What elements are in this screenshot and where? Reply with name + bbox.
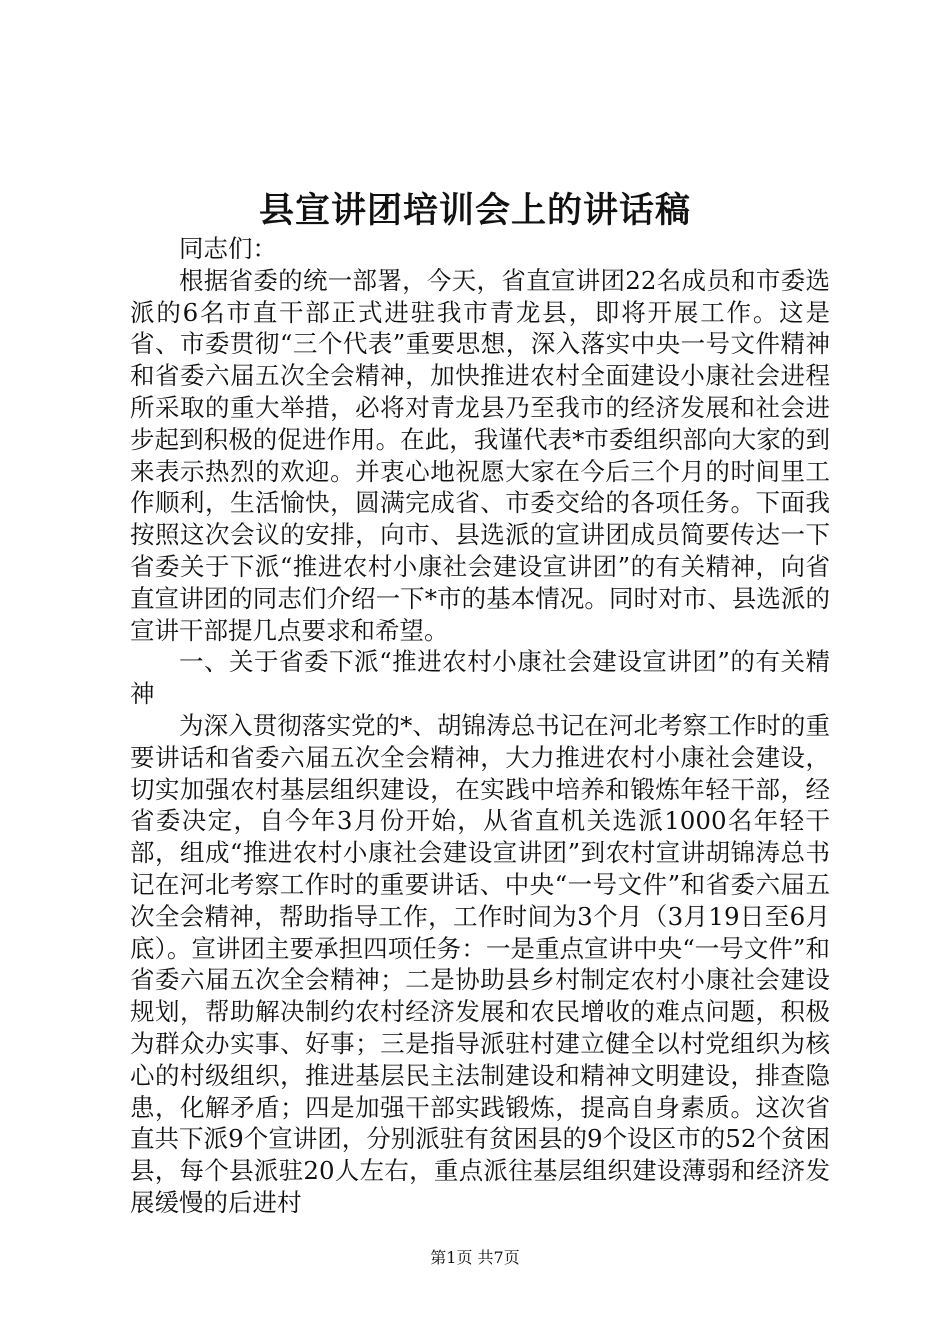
body-paragraph: 为深入贯彻落实党的*、胡锦涛总书记在河北考察工作时的重要讲话和省委六届五次全会精神，大力推进农村小康社会建设，切实加强农村基层组织建设，在实践中培养和锻炼年轻干部，经省委决定，自今年3月份开始，从省直机关选派1000名年轻干部，组成“推进农村小康社会建设宣讲团”到农村宣讲胡锦涛总书记在河北考察工作时的重要讲话、中央“一号文件”和省委六届五次全会精神，帮助指导工作，工作时间为3个月（3月19日至6月底）。宣讲团主要承担四项任务：一是重点宣讲中央“一号文件”和省委六届五次全会精神；二是协助县乡村制定农村小康社会建设规划，帮助解决制约农村经济发展和农民增收的难点问题，积极为群众办实事、好事；三是指导派驻村建立健全以村党组织为核心的村级组织，推进基层民主法制建设和精神文明建设，排查隐患，化解矛盾；四是加强干部实践锻炼，提高自身素质。这次省直共下派9个宣讲团，分别派驻有贫困县的9个设区市的52个贫困县，每个县派驻20人左右，重点派往基层组织建设薄弱和经济发展缓慢的后进村	[130, 710, 830, 1217]
page-number: 第1页 共7页	[430, 1248, 520, 1267]
body-paragraph: 根据省委的统一部署，今天，省直宣讲团22名成员和市委选派的6名市直干部正式进驻我市青龙县，即将开展工作。这是省、市委贯彻“三个代表”重要思想，深入落实中央一号文件精神和省委六届五次全会精神，加快推进农村全面建设小康社会进程所采取的重大举措，必将对青龙县乃至我市的经济发展和社会进步起到积极的促进作用。在此，我谨代表*市委组织部向大家的到来表示热烈的欢迎。并衷心地祝愿大家在今后三个月的时间里工作顺利，生活愉快，圆满完成省、市委交给的各项任务。下面我按照这次会议的安排，向市、县选派的宣讲团成员简要传达一下省委关于下派“推进农村小康社会建设宣讲团”的有关精神，向省直宣讲团的同志们介绍一下*市的基本情况。同时对市、县选派的宣讲干部提几点要求和希望。	[130, 265, 830, 645]
page-title: 县宣讲团培训会上的讲话稿	[258, 190, 691, 231]
section-heading: 一、关于省委下派“推进农村小康社会建设宣讲团”的有关精神	[130, 647, 830, 709]
salutation: 同志们：	[179, 234, 277, 263]
document-body	[130, 233, 830, 1219]
